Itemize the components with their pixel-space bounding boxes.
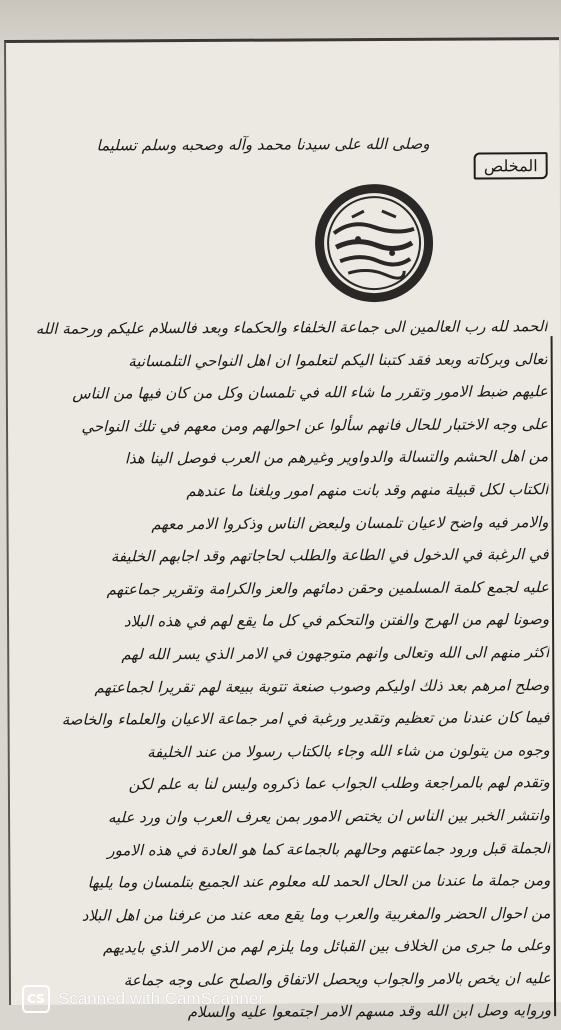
watermark-text: Scanned with CamScanner bbox=[58, 989, 265, 1008]
manuscript-line: ومن جملة ما عندنا من الحال الحمد لله معلوم عند الجميع بتلمسان وما يليها bbox=[87, 871, 551, 892]
circular-seal-stamp-icon bbox=[312, 181, 437, 306]
manuscript-line: في الرغبة في الدخول في الطاعة والطلب لحاجاتهم وقد اجابهم الخليفة bbox=[110, 545, 549, 566]
manuscript-line: من اهل الحشم والتسالة والدواوير وغيرهم من العرب فوصل الينا هذا bbox=[124, 447, 549, 468]
camscanner-logo-icon: CS bbox=[22, 985, 50, 1013]
manuscript-line: وروايه وصل ابن الله وقد مسهم الامر اجتمعوا عليه والسلام bbox=[187, 1001, 552, 1022]
manuscript-line: الجملة قبل ورود جماعتهم وحالهم بالجماعة كما هو العادة في هذه الامور bbox=[107, 838, 551, 859]
manuscript-line: من احوال الحضر والمغربية والعرب وما يقع معه عند من عرفنا من اهل البلاد bbox=[81, 903, 551, 925]
manuscript-page bbox=[4, 37, 561, 1022]
manuscript-line: على وجه الاختبار للحال فانهم سألوا عن احوالهم ومن معهم في تلك النواحي bbox=[81, 414, 549, 436]
manuscript-line: الكتاب لكل قبيلة منهم وقد بانت منهم امور وبلغنا ما عندهم bbox=[186, 480, 549, 501]
manuscript-line: وجوه من يتولون من شاء الله وجاء بالكتاب رسولا من عند الخليفة bbox=[147, 740, 550, 761]
manuscript-text bbox=[25, 310, 551, 1030]
camscanner-watermark bbox=[0, 974, 561, 1024]
manuscript-line: عليه لجمع كلمة المسلمين وحقن دمائهم والعز والكرامة وتقرير جماعتهم bbox=[106, 577, 549, 599]
manuscript-line: الحمد لله رب العالمين الى جماعة الخلفاء والحكماء وبعد فالسلام عليكم ورحمة الله bbox=[35, 317, 548, 338]
manuscript-line: وانتشر الخبر بين الناس ان يختص الامور بمن يعرف العرب وان ورد عليه bbox=[107, 806, 551, 827]
manuscript-line: تعالى وبركاته وبعد فقد كتبنا اليكم لتعلموا ان اهل النواحي التلمسانية bbox=[128, 349, 548, 370]
manuscript-line: وصلح امرهم بعد ذلك اوليكم وصوب صنعة تتوبة ببيعة لهم تقريرا لجماعتهم bbox=[94, 675, 550, 697]
manuscript-line: وصونا لهم من الهرج والفتن والتحكم في كل ما يقع لهم في هذه البلاد bbox=[123, 610, 550, 631]
margin-rule bbox=[551, 336, 557, 1016]
manuscript-line: وتقدم لهم بالمراجعة وطلب الجواب عما ذكروه وليس لنا به علم لكن bbox=[128, 773, 550, 794]
manuscript-line: والامر فيه واضح لاعيان تلمسان ولبعض الناس وذكروا الامر معهم bbox=[151, 512, 549, 533]
manuscript-line: اكثر منهم الى الله وتعالى وانهم متوجهون في الامر الذي يسر الله لهم bbox=[121, 643, 550, 664]
manuscript-line: فيما كان عندنا من تعظيم وتقدير ورغبة في امر جماعة الاعيان والعلماء والخاصة bbox=[61, 708, 550, 729]
manuscript-line: عليه ان يخص بالامر والجواب ويحصل الاتفاق والصلح على وجه جماعة bbox=[123, 969, 551, 990]
document-header: وصلى الله على سيدنا محمد وآله وصحبه وسلم تسليما bbox=[96, 134, 430, 155]
corner-note: المخلص bbox=[474, 152, 548, 179]
manuscript-line: عليهم ضبط الامور وتقرر ما شاء الله في تلمسان وكل من كان فيها من الناس bbox=[72, 382, 548, 403]
manuscript-line: وعلى ما جرى من الخلاف بين القبائل وما يلزم لهم من الامر الذي بايديهم bbox=[102, 936, 551, 957]
